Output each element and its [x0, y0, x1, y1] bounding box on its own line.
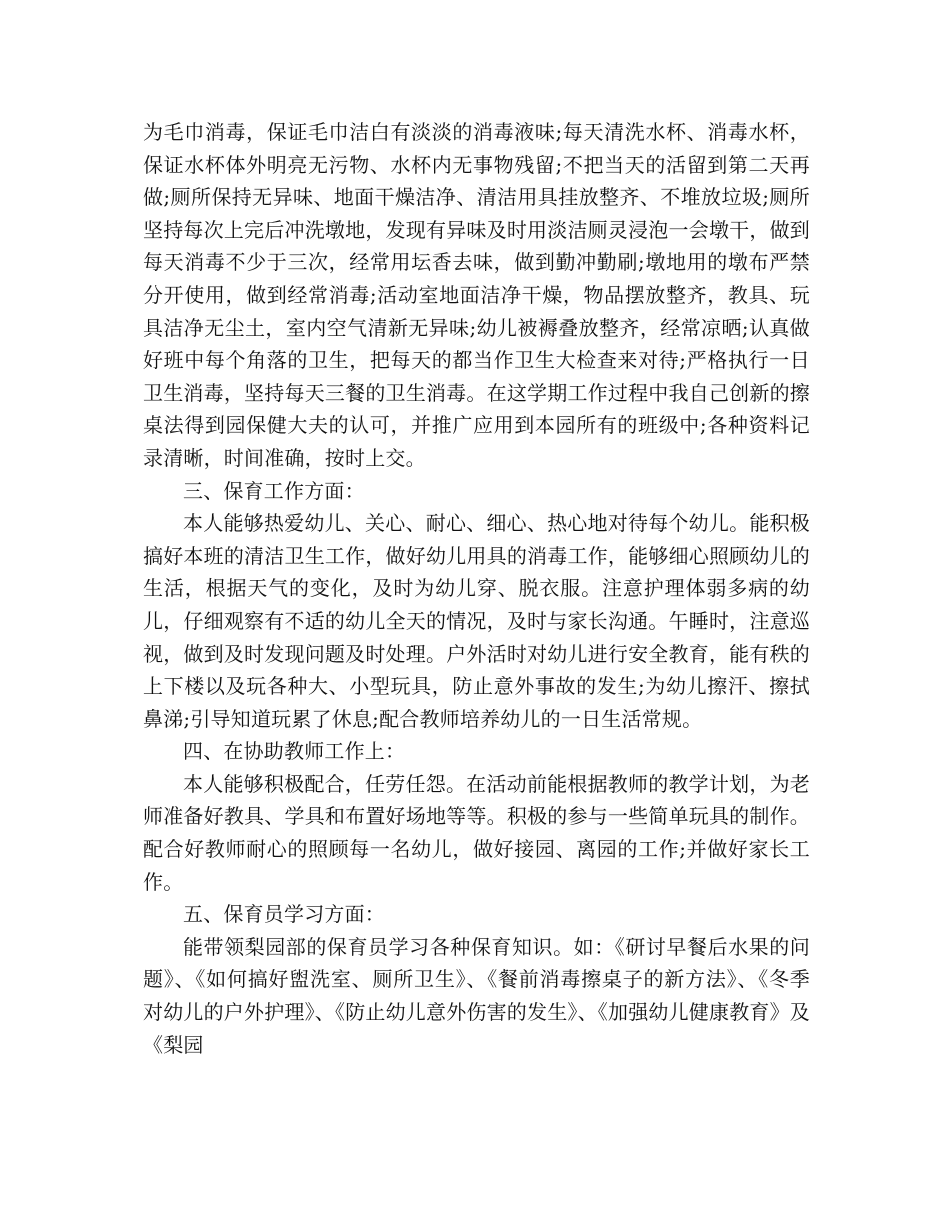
- section-heading-study: 五、保育员学习方面：: [183, 902, 385, 927]
- paragraph-hygiene-continued: 为毛巾消毒，保证毛巾洁白有淡淡的消毒液味;每天清洗水杯、消毒水杯，保证水杯体外明亮无污物、水杯内无事物残留;不把当天的活留到第二天再做;厕所保持无异味、地面干燥洁净、清洁用具挂放整齐、不堆放垃圾;厕所坚持每次上完后冲洗墩地，发现有异味及时用淡洁厕灵浸泡一会墩干，做到每天消毒不少于三次，经常用坛香去味，做到勤冲勤刷;墩地用的墩布严禁分开使用，做到经常消毒;活动室地面洁净干燥，物品摆放整齐，教具、玩具洁净无尘土，室内空气清新无异味;幼儿被褥叠放整齐，经常凉晒;认真做好班中每个角落的卫生，把每天的都当作卫生大检查来对待;严格执行一日卫生消毒，坚持每天三餐的卫生消毒。在这学期工作过程中我自己创新的擦桌法得到园保健大夫的认可，并推广应用到本园所有的班级中;各种资料记录清晰，时间准确，按时上交。: [143, 120, 810, 470]
- paragraph-assist-teacher: 本人能够积极配合，任劳任怨。在活动前能根据教师的教学计划，为老师准备好教具、学具和布置好场地等等。积极的参与一些简单玩具的制作。配合好教师耐心的照顾每一名幼儿，做好接园、离园的工作;并做好家长工作。: [143, 771, 810, 894]
- section-heading-childcare: 三、保育工作方面：: [183, 478, 365, 503]
- section-heading-assist-teacher: 四、在协助教师工作上：: [183, 739, 406, 764]
- paragraph-childcare: 本人能够热爱幼儿、关心、耐心、细心、热心地对待每个幼儿。能积极搞好本班的清洁卫生工作，做好幼儿用具的消毒工作，能够细心照顾幼儿的生活，根据天气的变化，及时为幼儿穿、脱衣服。注意护理体弱多病的幼儿，仔细观察有不适的幼儿全天的情况，及时与家长沟通。午睡时，注意巡视，做到及时发现问题及时处理。户外活时对幼儿进行安全教育，能有秩的上下楼以及玩各种大、小型玩具，防止意外事故的发生;为幼儿擦汗、擦拭鼻涕;引导知道玩累了休息;配合教师培养幼儿的一日生活常规。: [143, 511, 810, 731]
- paragraph-study: 能带领梨园部的保育员学习各种保育知识。如：《研讨早餐后水果的问题》、《如何搞好盥洗室、厕所卫生》、《餐前消毒擦桌子的新方法》、《冬季对幼儿的户外护理》、《防止幼儿意外伤害的发生》、《加强幼儿健康教育》及《梨园: [143, 934, 810, 1057]
- document-body: [143, 116, 810, 1061]
